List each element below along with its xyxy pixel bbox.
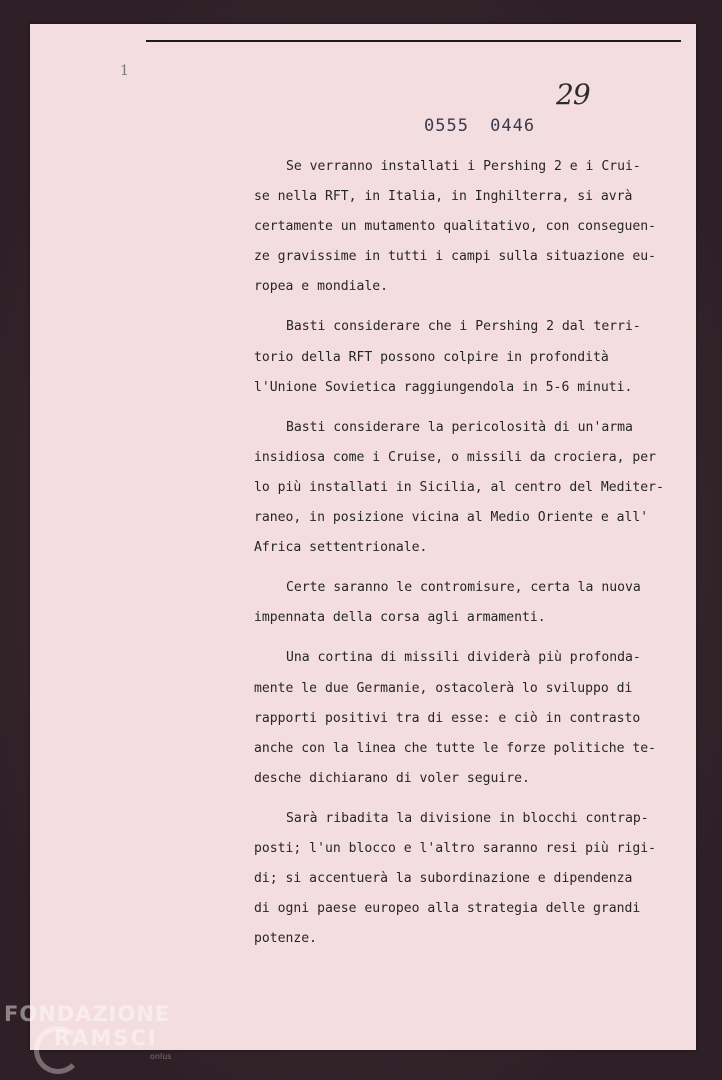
text-line: certamente un mutamento qualitativo, con conseguen- [254,219,657,235]
watermark-text: FONDAZIONE [4,1002,171,1026]
text-line: insidiosa come i Cruise, o missili da crociera, per [254,449,657,465]
text-line: mente le due Germanie, ostacolerà lo sviluppo di [254,680,633,696]
paragraph [254,573,641,633]
watermark-text: onlus [150,1052,172,1061]
text-line: ze gravissime in tutti i campi sulla situazione eu- [254,249,657,265]
document-number: 0555 0446 [424,116,536,136]
text-line: di; si accentuerà la subordinazione e dipendenza [254,871,633,887]
text-line: ropea e mondiale. [254,279,389,295]
paragraph [254,804,657,954]
watermark-logo [4,1002,194,1078]
text-line: desche dichiarano di voler seguire. [254,770,530,786]
text-line: anche con la linea che tutte le forze politiche te- [254,740,657,756]
text-line: lo più installati in Sicilia, al centro del Mediter- [254,479,664,495]
watermark-text: RAMSCI [54,1026,158,1050]
top-rule-line [146,40,681,42]
text-line: Basti considerare che i Pershing 2 dal terri- [286,319,641,335]
paragraph [254,643,657,793]
text-line: di ogni paese europeo alla strategia delle grandi [254,901,641,917]
text-line: posti; l'un blocco e l'altro saranno resi più rigi- [254,840,657,856]
handwritten-page-number: 29 [556,78,590,111]
text-line: Se verranno installati i Pershing 2 e i Crui- [286,159,641,174]
text-line: Africa settentrionale. [254,540,428,556]
paragraph [254,312,641,402]
text-line: Certe saranno le contromisure, certa la nuova [286,580,641,596]
text-line: potenze. [254,931,318,947]
text-line: torio della RFT possono colpire in profondità [254,349,609,365]
text-line: rapporti positivi tra di esse: e ciò in contrasto [254,710,641,726]
paragraph [254,413,664,563]
paragraph [254,152,657,302]
text-line: raneo, in posizione vicina al Medio Oriente e all' [254,510,649,526]
text-line: impennata della corsa agli armamenti. [254,610,546,626]
text-line: l'Unione Sovietica raggiungendola in 5-6 minuti. [254,379,633,395]
text-line: Sarà ribadita la divisione in blocchi contrap- [286,810,649,826]
document-body [254,152,664,964]
text-line: se nella RFT, in Italia, in Inghilterra, si avrà [254,189,633,205]
text-line: Basti considerare la pericolosità di un'arma [286,419,633,435]
text-line: Una cortina di missili dividerà più profonda- [286,650,641,666]
pencil-mark: 1 [120,63,129,79]
